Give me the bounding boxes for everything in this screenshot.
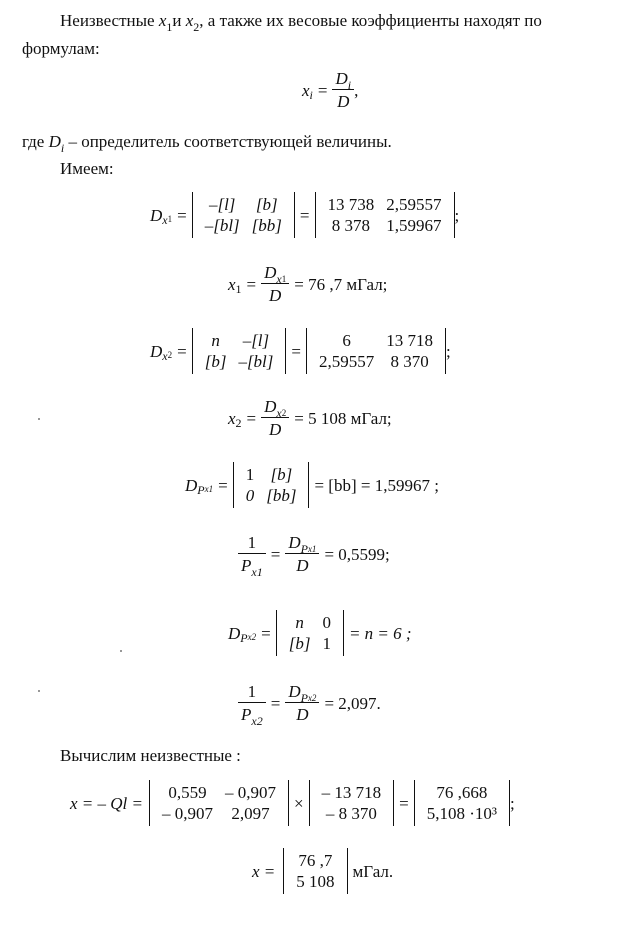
matrix-dx2-numeric: 6 13 718 2,59557 8 370 [306,328,446,374]
formula-x1: x 1 = $\frac{D_{x1}}{D}$ = 76 ,7 мГал; [228,263,388,305]
matrix-result: 76 ,668 5,108 ·10³ [414,780,510,826]
matrix-l: – 13 718 – 8 370 [309,780,395,826]
det-dpx1: D P x1 = 1 [b] 0 [bb] = [bb] = 1,59967 ; [185,462,444,508]
formula-px1: $\frac{1}{P_{x1}}$ = $\frac{D_{Px1}}{D}$ = 0,5599; [238,534,395,574]
scan-speck [38,690,40,692]
matrix-dpx1: 1 [b] 0 [bb] [233,462,310,508]
matrix-dx1-symbolic: –[l] [b] –[bl] [bb] [192,192,295,238]
scan-speck [120,650,122,652]
formula-xi: x i = $\frac{D_i}{D}$ , [302,69,359,111]
matrix-dx1-numeric: 13 738 2,59557 8 378 1,59967 [315,192,455,238]
have-label: Имеем: [60,159,114,178]
compute-label: Вычислим неизвестные : [60,746,241,765]
scan-speck [38,418,40,420]
formula-x-final: x = 76 ,7 5 108 мГал. [252,848,398,894]
matrix-final: 76 ,7 5 108 [283,848,347,894]
matrix-q: 0,559 – 0,907 – 0,907 2,097 [149,780,289,826]
det-dx2: D x 2 = n –[l] [b] –[bl] = 6 13 718 2,59557 8 370 ; [150,328,451,374]
det-dx1: D x 1 = –[l] [b] –[bl] [bb] = 13 738 2,59557 8 378 1,59967 ; [150,192,459,238]
formula-x-matrix: x = – Ql = 0,559 – 0,907 – 0,907 2,097 × – 13 718 – 8 370 = 76 ,668 5,108 ·10³ ; [70,780,515,826]
formula-x2: x 2 = $\frac{D_{x2}}{D}$ = 5 108 мГал; [228,397,392,439]
where-line: где $D_i$ – определитель соответствующей величины. [22,132,392,155]
matrix-dpx2: n 0 [b] 1 [276,610,344,656]
intro-line-2: формулам: [22,39,100,58]
formula-px2: $\frac{1}{P_{x2}}$ = $\frac{D_{Px2}}{D}$ = 2,097. [238,683,386,723]
matrix-dx2-symbolic: n –[l] [b] –[bl] [192,328,287,374]
det-dpx2: D P x2 = n 0 [b] 1 = n = 6 ; [228,610,417,656]
intro-line-1: Неизвестные $x_1и$ $x_2$, а также их весовые коэффициенты находят по [60,11,542,34]
